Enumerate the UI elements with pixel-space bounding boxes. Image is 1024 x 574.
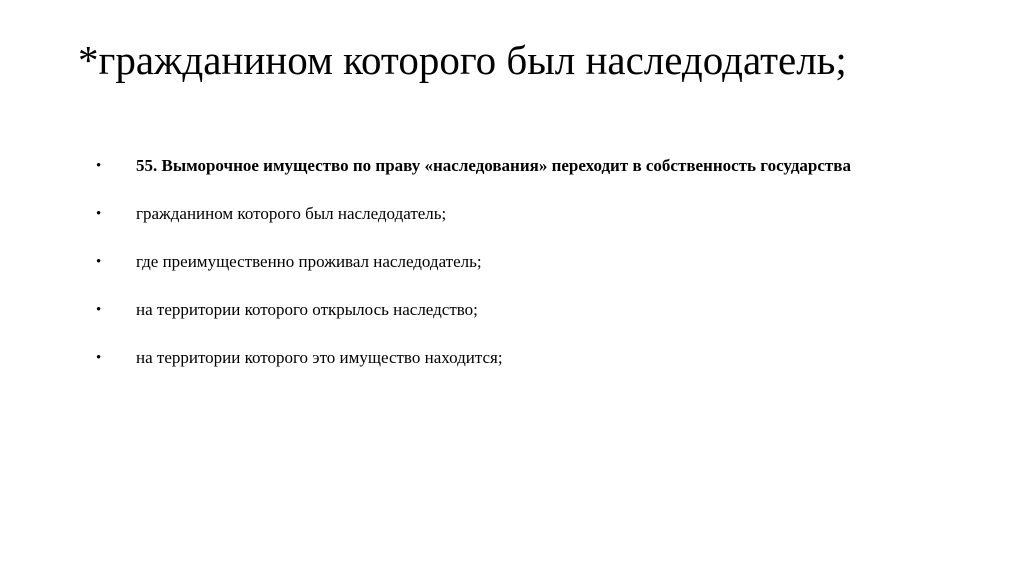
list-item-option-3 [96, 298, 851, 346]
bullet-icon: • [96, 350, 102, 366]
list-item-option-4 [96, 346, 851, 394]
bullet-icon: • [96, 158, 102, 174]
option-text: на территории которого открылось наследство; [136, 300, 478, 319]
slide-title: *гражданином которого был наследодатель; [78, 37, 847, 83]
option-text: гражданином которого был наследодатель; [136, 204, 447, 223]
list-item-option-1 [96, 202, 851, 250]
bullet-icon: • [96, 254, 102, 270]
option-text: на территории которого это имущество находится; [136, 348, 503, 367]
bullet-list [96, 154, 851, 394]
question-text: 55. Выморочное имущество по праву «наследования» переходит в собственность государства [136, 156, 851, 175]
option-text: где преимущественно проживал наследодатель; [136, 252, 482, 271]
list-item-option-2 [96, 250, 851, 298]
bullet-icon: • [96, 206, 102, 222]
bullet-icon: • [96, 302, 102, 318]
list-item-question [96, 154, 851, 202]
